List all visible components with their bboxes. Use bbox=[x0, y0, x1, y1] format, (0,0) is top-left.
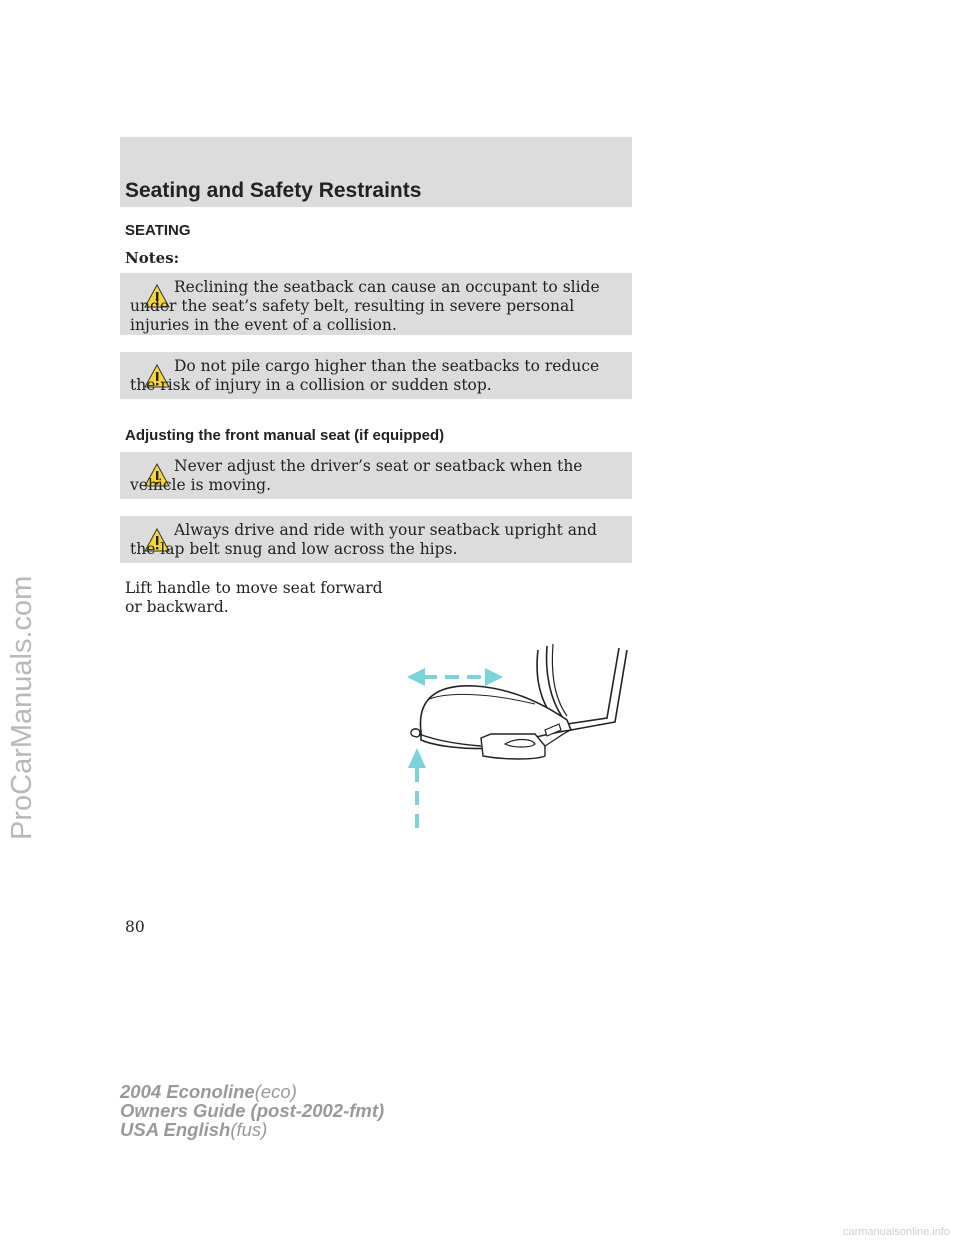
warning-box bbox=[120, 352, 632, 399]
warning-box bbox=[120, 452, 632, 499]
warning-text: Reclining the seatback can cause an occupant to slide under the seat’s safety belt, resulting in severe personal injuries in the event of a collision. bbox=[130, 278, 600, 334]
document-footer bbox=[120, 1082, 384, 1139]
footer-model-code: (eco) bbox=[254, 1081, 297, 1102]
warning-text: Always drive and ride with your seatback upright and the lap belt snug and low across the hips. bbox=[130, 521, 597, 558]
warning-box bbox=[120, 273, 632, 335]
section-heading-seating: SEATING bbox=[125, 222, 191, 239]
page-number: 80 bbox=[125, 918, 145, 936]
footer-language: USA English bbox=[120, 1119, 231, 1140]
watermark-vertical bbox=[6, 575, 66, 900]
seat-adjust-illustration bbox=[395, 640, 640, 840]
forward-backward-arrow-icon bbox=[407, 668, 503, 686]
watermark-text: ProCarManuals.com bbox=[6, 575, 38, 840]
notes-label: Notes: bbox=[125, 249, 180, 267]
warning-text: Never adjust the driver’s seat or seatback when the vehicle is moving. bbox=[130, 457, 583, 494]
warning-box bbox=[120, 516, 632, 563]
footer-guide: Owners Guide (post-2002-fmt) bbox=[120, 1100, 385, 1121]
footer-model: 2004 Econoline bbox=[120, 1081, 255, 1102]
page-title: Seating and Safety Restraints bbox=[125, 179, 422, 202]
section-heading-adjusting: Adjusting the front manual seat (if equipped) bbox=[125, 427, 445, 444]
lift-handle-instruction: Lift handle to move seat forward or backward. bbox=[125, 579, 383, 616]
footer-language-code: (fus) bbox=[230, 1119, 268, 1140]
lift-up-arrow-icon bbox=[408, 748, 426, 835]
bottom-watermark: carmanualsonline.info bbox=[842, 1226, 950, 1238]
warning-text: Do not pile cargo higher than the seatbacks to reduce the risk of injury in a collision or sudden stop. bbox=[130, 357, 600, 394]
